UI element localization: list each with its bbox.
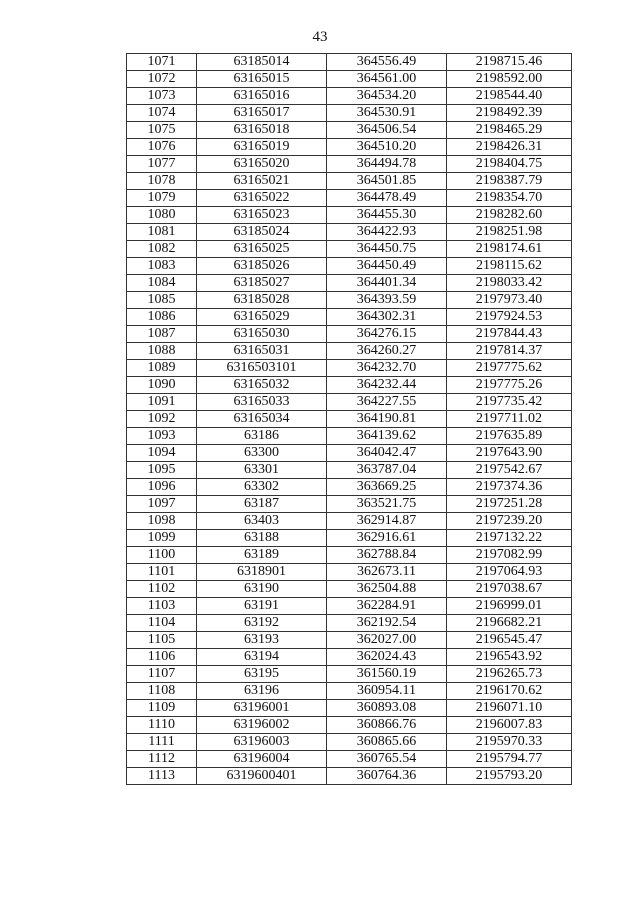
row-index-cell: 1112 [127, 751, 197, 768]
y-coordinate-cell: 2196265.73 [447, 666, 572, 683]
y-coordinate-cell: 2197973.40 [447, 292, 572, 309]
x-coordinate-cell: 363521.75 [327, 496, 447, 513]
point-id-cell: 63165025 [197, 241, 327, 258]
y-coordinate-cell: 2197775.26 [447, 377, 572, 394]
row-index-cell: 1101 [127, 564, 197, 581]
x-coordinate-cell: 364506.54 [327, 122, 447, 139]
x-coordinate-cell: 364232.70 [327, 360, 447, 377]
table-row [127, 717, 572, 734]
y-coordinate-cell: 2195970.33 [447, 734, 572, 751]
row-index-cell: 1100 [127, 547, 197, 564]
table-row [127, 241, 572, 258]
table-row [127, 445, 572, 462]
row-index-cell: 1091 [127, 394, 197, 411]
point-id-cell: 63196003 [197, 734, 327, 751]
row-index-cell: 1098 [127, 513, 197, 530]
row-index-cell: 1089 [127, 360, 197, 377]
y-coordinate-cell: 2198404.75 [447, 156, 572, 173]
x-coordinate-cell: 360954.11 [327, 683, 447, 700]
x-coordinate-cell: 364260.27 [327, 343, 447, 360]
x-coordinate-cell: 364530.91 [327, 105, 447, 122]
row-index-cell: 1079 [127, 190, 197, 207]
point-id-cell: 63165023 [197, 207, 327, 224]
table-row [127, 394, 572, 411]
row-index-cell: 1087 [127, 326, 197, 343]
y-coordinate-cell: 2197251.28 [447, 496, 572, 513]
table-row [127, 71, 572, 88]
point-id-cell: 6316503101 [197, 360, 327, 377]
y-coordinate-cell: 2196999.01 [447, 598, 572, 615]
point-id-cell: 6318901 [197, 564, 327, 581]
y-coordinate-cell: 2197239.20 [447, 513, 572, 530]
y-coordinate-cell: 2196543.92 [447, 649, 572, 666]
y-coordinate-cell: 2198426.31 [447, 139, 572, 156]
row-index-cell: 1090 [127, 377, 197, 394]
x-coordinate-cell: 362027.00 [327, 632, 447, 649]
x-coordinate-cell: 364501.85 [327, 173, 447, 190]
point-id-cell: 63194 [197, 649, 327, 666]
x-coordinate-cell: 364455.30 [327, 207, 447, 224]
x-coordinate-cell: 362673.11 [327, 564, 447, 581]
table-row [127, 666, 572, 683]
y-coordinate-cell: 2196071.10 [447, 700, 572, 717]
x-coordinate-cell: 360765.54 [327, 751, 447, 768]
y-coordinate-cell: 2197775.62 [447, 360, 572, 377]
table-row [127, 139, 572, 156]
x-coordinate-cell: 364190.81 [327, 411, 447, 428]
table-row [127, 615, 572, 632]
table-row [127, 496, 572, 513]
table-row [127, 173, 572, 190]
x-coordinate-cell: 364422.93 [327, 224, 447, 241]
x-coordinate-cell: 364534.20 [327, 88, 447, 105]
row-index-cell: 1094 [127, 445, 197, 462]
y-coordinate-cell: 2197735.42 [447, 394, 572, 411]
row-index-cell: 1104 [127, 615, 197, 632]
x-coordinate-cell: 360893.08 [327, 700, 447, 717]
row-index-cell: 1078 [127, 173, 197, 190]
x-coordinate-cell: 362916.61 [327, 530, 447, 547]
row-index-cell: 1074 [127, 105, 197, 122]
x-coordinate-cell: 362788.84 [327, 547, 447, 564]
x-coordinate-cell: 363669.25 [327, 479, 447, 496]
x-coordinate-cell: 362284.91 [327, 598, 447, 615]
point-id-cell: 63189 [197, 547, 327, 564]
y-coordinate-cell: 2198354.70 [447, 190, 572, 207]
y-coordinate-cell: 2197711.02 [447, 411, 572, 428]
table-row [127, 513, 572, 530]
y-coordinate-cell: 2198115.62 [447, 258, 572, 275]
table-row [127, 564, 572, 581]
point-id-cell: 63165031 [197, 343, 327, 360]
row-index-cell: 1099 [127, 530, 197, 547]
row-index-cell: 1085 [127, 292, 197, 309]
point-id-cell: 63165021 [197, 173, 327, 190]
x-coordinate-cell: 364393.59 [327, 292, 447, 309]
row-index-cell: 1097 [127, 496, 197, 513]
table-row [127, 632, 572, 649]
x-coordinate-cell: 364401.34 [327, 275, 447, 292]
point-id-cell: 63188 [197, 530, 327, 547]
y-coordinate-cell: 2197132.22 [447, 530, 572, 547]
point-id-cell: 63185026 [197, 258, 327, 275]
x-coordinate-cell: 364494.78 [327, 156, 447, 173]
point-id-cell: 63196004 [197, 751, 327, 768]
y-coordinate-cell: 2198465.29 [447, 122, 572, 139]
x-coordinate-cell: 362024.43 [327, 649, 447, 666]
row-index-cell: 1088 [127, 343, 197, 360]
point-id-cell: 63196002 [197, 717, 327, 734]
y-coordinate-cell: 2198033.42 [447, 275, 572, 292]
x-coordinate-cell: 364227.55 [327, 394, 447, 411]
table-row [127, 292, 572, 309]
table-row [127, 734, 572, 751]
y-coordinate-cell: 2197643.90 [447, 445, 572, 462]
point-id-cell: 63192 [197, 615, 327, 632]
table-row [127, 700, 572, 717]
row-index-cell: 1075 [127, 122, 197, 139]
point-id-cell: 63186 [197, 428, 327, 445]
row-index-cell: 1082 [127, 241, 197, 258]
row-index-cell: 1076 [127, 139, 197, 156]
x-coordinate-cell: 362192.54 [327, 615, 447, 632]
table-row [127, 683, 572, 700]
table-row [127, 479, 572, 496]
table-row [127, 462, 572, 479]
point-id-cell: 63187 [197, 496, 327, 513]
point-id-cell: 63403 [197, 513, 327, 530]
table-row [127, 768, 572, 785]
point-id-cell: 63165019 [197, 139, 327, 156]
y-coordinate-cell: 2197924.53 [447, 309, 572, 326]
y-coordinate-cell: 2198251.98 [447, 224, 572, 241]
table-row [127, 309, 572, 326]
page-number: 43 [312, 29, 328, 45]
table-row [127, 207, 572, 224]
x-coordinate-cell: 364042.47 [327, 445, 447, 462]
coordinates-table [126, 53, 572, 785]
table-row [127, 122, 572, 139]
table-row [127, 411, 572, 428]
y-coordinate-cell: 2195793.20 [447, 768, 572, 785]
x-coordinate-cell: 364302.31 [327, 309, 447, 326]
point-id-cell: 63165030 [197, 326, 327, 343]
point-id-cell: 63196001 [197, 700, 327, 717]
x-coordinate-cell: 360764.36 [327, 768, 447, 785]
point-id-cell: 63165022 [197, 190, 327, 207]
point-id-cell: 63165034 [197, 411, 327, 428]
x-coordinate-cell: 364276.15 [327, 326, 447, 343]
point-id-cell: 63165018 [197, 122, 327, 139]
point-id-cell: 63185024 [197, 224, 327, 241]
row-index-cell: 1081 [127, 224, 197, 241]
row-index-cell: 1092 [127, 411, 197, 428]
row-index-cell: 1084 [127, 275, 197, 292]
row-index-cell: 1105 [127, 632, 197, 649]
y-coordinate-cell: 2196682.21 [447, 615, 572, 632]
row-index-cell: 1073 [127, 88, 197, 105]
table-row [127, 649, 572, 666]
point-id-cell: 63190 [197, 581, 327, 598]
y-coordinate-cell: 2197542.67 [447, 462, 572, 479]
row-index-cell: 1095 [127, 462, 197, 479]
x-coordinate-cell: 361560.19 [327, 666, 447, 683]
y-coordinate-cell: 2198592.00 [447, 71, 572, 88]
y-coordinate-cell: 2198544.40 [447, 88, 572, 105]
x-coordinate-cell: 360865.66 [327, 734, 447, 751]
table-row [127, 190, 572, 207]
x-coordinate-cell: 363787.04 [327, 462, 447, 479]
point-id-cell: 63165015 [197, 71, 327, 88]
table-row [127, 88, 572, 105]
row-index-cell: 1071 [127, 54, 197, 71]
y-coordinate-cell: 2197374.36 [447, 479, 572, 496]
table-row [127, 530, 572, 547]
table-row [127, 156, 572, 173]
y-coordinate-cell: 2198282.60 [447, 207, 572, 224]
table-row [127, 428, 572, 445]
x-coordinate-cell: 364561.00 [327, 71, 447, 88]
y-coordinate-cell: 2196545.47 [447, 632, 572, 649]
table-row [127, 258, 572, 275]
y-coordinate-cell: 2198387.79 [447, 173, 572, 190]
point-id-cell: 63195 [197, 666, 327, 683]
y-coordinate-cell: 2197038.67 [447, 581, 572, 598]
row-index-cell: 1106 [127, 649, 197, 666]
point-id-cell: 63165032 [197, 377, 327, 394]
x-coordinate-cell: 364232.44 [327, 377, 447, 394]
point-id-cell: 63185028 [197, 292, 327, 309]
point-id-cell: 63165033 [197, 394, 327, 411]
row-index-cell: 1093 [127, 428, 197, 445]
row-index-cell: 1083 [127, 258, 197, 275]
row-index-cell: 1103 [127, 598, 197, 615]
x-coordinate-cell: 364556.49 [327, 54, 447, 71]
x-coordinate-cell: 364450.75 [327, 241, 447, 258]
row-index-cell: 1080 [127, 207, 197, 224]
point-id-cell: 63165017 [197, 105, 327, 122]
point-id-cell: 63302 [197, 479, 327, 496]
row-index-cell: 1110 [127, 717, 197, 734]
row-index-cell: 1108 [127, 683, 197, 700]
point-id-cell: 6319600401 [197, 768, 327, 785]
point-id-cell: 63193 [197, 632, 327, 649]
point-id-cell: 63301 [197, 462, 327, 479]
table-body [127, 54, 572, 785]
point-id-cell: 63185027 [197, 275, 327, 292]
x-coordinate-cell: 364478.49 [327, 190, 447, 207]
y-coordinate-cell: 2195794.77 [447, 751, 572, 768]
point-id-cell: 63300 [197, 445, 327, 462]
x-coordinate-cell: 364510.20 [327, 139, 447, 156]
y-coordinate-cell: 2198174.61 [447, 241, 572, 258]
row-index-cell: 1102 [127, 581, 197, 598]
x-coordinate-cell: 362504.88 [327, 581, 447, 598]
point-id-cell: 63165029 [197, 309, 327, 326]
y-coordinate-cell: 2196170.62 [447, 683, 572, 700]
y-coordinate-cell: 2196007.83 [447, 717, 572, 734]
table-row [127, 105, 572, 122]
point-id-cell: 63185014 [197, 54, 327, 71]
row-index-cell: 1077 [127, 156, 197, 173]
x-coordinate-cell: 364139.62 [327, 428, 447, 445]
row-index-cell: 1072 [127, 71, 197, 88]
y-coordinate-cell: 2197635.89 [447, 428, 572, 445]
row-index-cell: 1086 [127, 309, 197, 326]
row-index-cell: 1109 [127, 700, 197, 717]
x-coordinate-cell: 362914.87 [327, 513, 447, 530]
table-row [127, 751, 572, 768]
row-index-cell: 1111 [127, 734, 197, 751]
point-id-cell: 63165020 [197, 156, 327, 173]
y-coordinate-cell: 2198715.46 [447, 54, 572, 71]
table-row [127, 224, 572, 241]
table-row [127, 377, 572, 394]
table-row [127, 547, 572, 564]
table-row [127, 326, 572, 343]
table-row [127, 598, 572, 615]
point-id-cell: 63191 [197, 598, 327, 615]
table-row [127, 360, 572, 377]
row-index-cell: 1096 [127, 479, 197, 496]
x-coordinate-cell: 364450.49 [327, 258, 447, 275]
row-index-cell: 1107 [127, 666, 197, 683]
y-coordinate-cell: 2198492.39 [447, 105, 572, 122]
y-coordinate-cell: 2197844.43 [447, 326, 572, 343]
point-id-cell: 63196 [197, 683, 327, 700]
table-row [127, 343, 572, 360]
row-index-cell: 1113 [127, 768, 197, 785]
y-coordinate-cell: 2197814.37 [447, 343, 572, 360]
x-coordinate-cell: 360866.76 [327, 717, 447, 734]
y-coordinate-cell: 2197082.99 [447, 547, 572, 564]
table-row [127, 581, 572, 598]
table-row [127, 275, 572, 292]
table-row [127, 54, 572, 71]
point-id-cell: 63165016 [197, 88, 327, 105]
y-coordinate-cell: 2197064.93 [447, 564, 572, 581]
